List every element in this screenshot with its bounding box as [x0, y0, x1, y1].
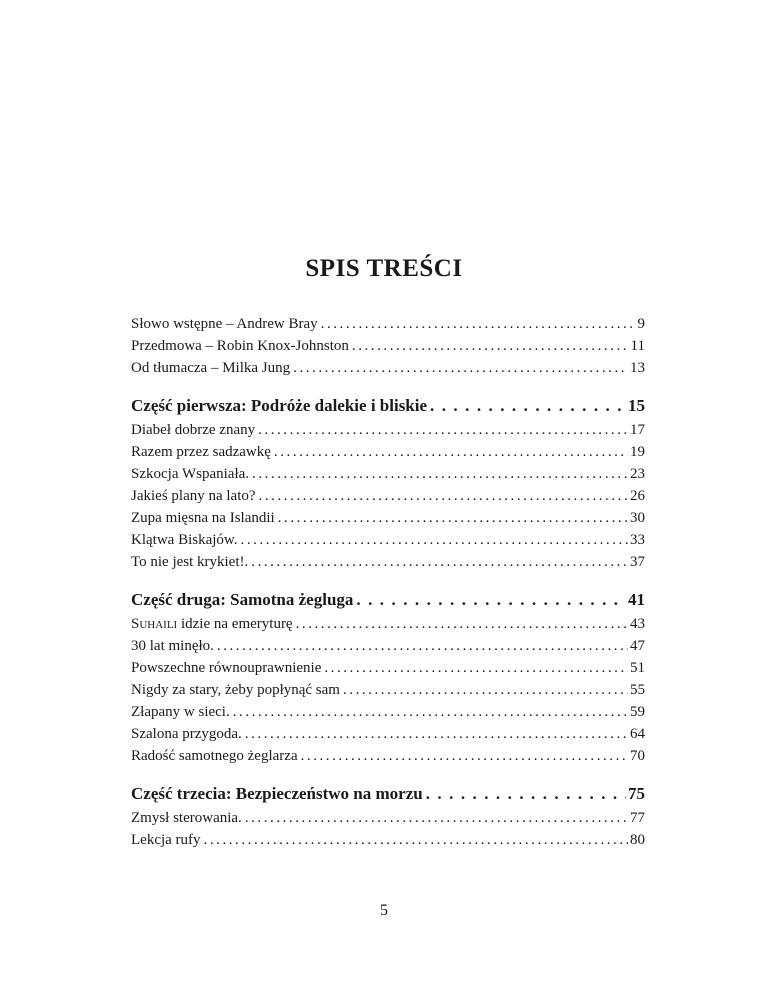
toc-entry-page: 59: [630, 704, 645, 720]
toc-entry-label: Zmysł sterowania.: [131, 810, 242, 826]
toc-entry-page: 33: [630, 532, 645, 548]
toc-entry-page: 19: [630, 444, 645, 460]
toc-entry-page: 9: [637, 316, 645, 332]
toc-entry-label: [131, 613, 296, 635]
toc-entry: [131, 745, 645, 767]
boat-name: Suhaili: [131, 616, 178, 632]
toc-part-page: 75: [628, 784, 645, 803]
toc-entry-label: 30 lat minęło.: [131, 638, 214, 654]
toc-part-label: Część trzecia: Bezpieczeństwo na morzu: [131, 784, 423, 803]
toc-entry-label: Powszechne równouprawnienie: [131, 660, 322, 676]
toc-entry-label: Szalona przygoda.: [131, 726, 242, 742]
leader-dots: [241, 529, 628, 551]
leader-dots: [252, 463, 628, 485]
toc-entry-label: Zupa mięsna na Islandii: [131, 510, 275, 526]
toc-entry-label: Szkocja Wspaniała.: [131, 466, 250, 482]
leader-dots: [301, 745, 628, 767]
toc-entry-page: 77: [630, 810, 645, 826]
toc-entry: [131, 701, 645, 723]
toc-entry: [131, 635, 645, 657]
toc-entry: [131, 335, 645, 357]
leader-dots: [245, 807, 628, 829]
leader-dots: [258, 419, 628, 441]
toc-entry: [131, 485, 645, 507]
leader-dots: [217, 635, 628, 657]
toc-entry-label: To nie jest krykiet!.: [131, 554, 249, 570]
leader-dots: [259, 485, 628, 507]
toc-entry-page: 23: [630, 466, 645, 482]
table-of-contents: [131, 313, 645, 851]
toc-entry-page: 51: [630, 660, 645, 676]
toc-entry-page: 47: [630, 638, 645, 654]
toc-entry: [131, 507, 645, 529]
toc-entry: [131, 463, 645, 485]
toc-entry-label: Lekcja rufy: [131, 832, 201, 848]
leader-dots: [204, 829, 628, 851]
toc-entry-page: 43: [630, 616, 645, 632]
toc-entry-page: 11: [630, 338, 645, 354]
toc-entry-label: Radość samotnego żeglarza: [131, 748, 298, 764]
toc-entry: [131, 679, 645, 701]
leader-dots: [293, 357, 628, 379]
toc-entry: [131, 807, 645, 829]
toc-entry: [131, 613, 645, 635]
toc-entry-label: Diabeł dobrze znany: [131, 422, 256, 438]
toc-entry: [131, 529, 645, 551]
toc-entry-page: 30: [630, 510, 645, 526]
page-number: 5: [380, 902, 388, 919]
leader-dots: [233, 701, 628, 723]
toc-entry-label: Słowo wstępne – Andrew Bray: [131, 316, 318, 332]
toc-entry: [131, 657, 645, 679]
toc-entry-label: Jakieś plany na lato?: [131, 488, 256, 504]
toc-part-heading: [131, 393, 645, 419]
toc-entry: [131, 551, 645, 573]
toc-entry-label: Klątwa Biskajów.: [131, 532, 238, 548]
toc-entry-page: 13: [630, 360, 645, 376]
leader-dots: [278, 507, 628, 529]
toc-entry: [131, 723, 645, 745]
toc-entry: [131, 357, 645, 379]
leader-dots: [274, 441, 628, 463]
toc-part-page: 41: [628, 590, 645, 609]
toc-entry-label: Razem przez sadzawkę: [131, 444, 271, 460]
toc-entry-page: 17: [630, 422, 645, 438]
toc-part-label: Część pierwsza: Podróże dalekie i bliskie: [131, 396, 428, 415]
toc-part-heading: [131, 781, 645, 807]
toc-part-label: Część druga: Samotna żegluga: [131, 590, 354, 609]
leader-dots: [356, 587, 626, 613]
leader-dots: [321, 313, 636, 335]
toc-part-heading: [131, 587, 645, 613]
page-title: SPIS TREŚCI: [305, 255, 463, 282]
toc-entry-page: 37: [630, 554, 645, 570]
toc-entry-label: Nigdy za stary, żeby popłynąć sam: [131, 682, 340, 698]
toc-entry: [131, 829, 645, 851]
leader-dots: [296, 613, 628, 635]
leader-dots: [251, 551, 628, 573]
leader-dots: [426, 781, 626, 807]
toc-entry-label: Złapany w sieci.: [131, 704, 230, 720]
toc-entry: [131, 441, 645, 463]
toc-entry-label: Przedmowa – Robin Knox-Johnston: [131, 338, 349, 354]
leader-dots: [245, 723, 628, 745]
toc-entry-label-rest: idzie na emeryturę: [177, 616, 293, 632]
leader-dots: [352, 335, 629, 357]
toc-entry-page: 26: [630, 488, 645, 504]
toc-entry-page: 64: [630, 726, 645, 742]
toc-entry-page: 80: [630, 832, 645, 848]
leader-dots: [343, 679, 628, 701]
toc-entry-page: 70: [630, 748, 645, 764]
toc-part-page: 15: [628, 396, 645, 415]
toc-entry-label: Od tłumacza – Milka Jung: [131, 360, 291, 376]
toc-entry-page: 55: [630, 682, 645, 698]
leader-dots: [324, 657, 628, 679]
toc-entry: [131, 419, 645, 441]
toc-entry: [131, 313, 645, 335]
leader-dots: [430, 393, 626, 419]
